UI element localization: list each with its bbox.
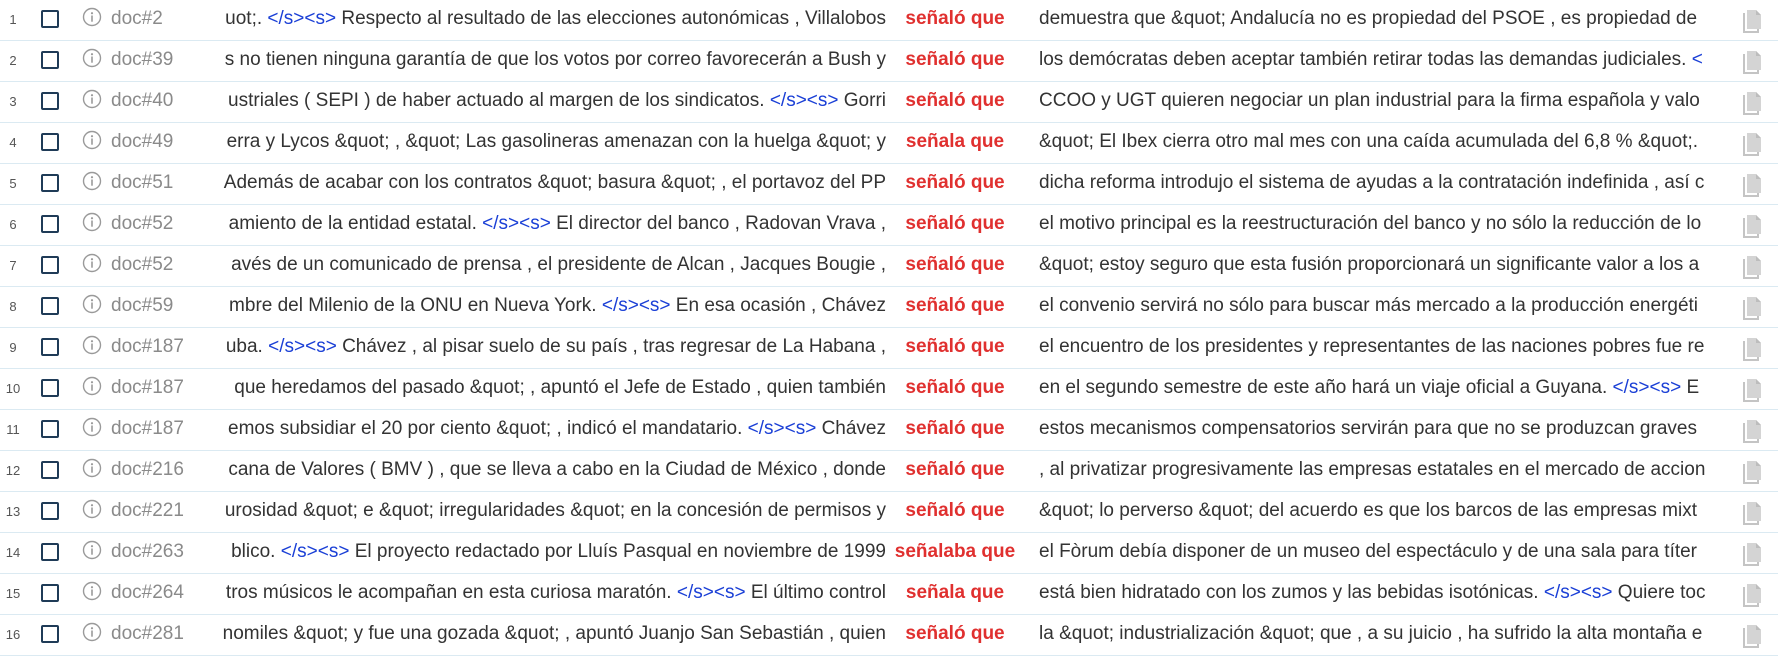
right-context	[1039, 82, 1733, 122]
doc-id[interactable]: doc#216	[111, 459, 184, 480]
keyword-match[interactable]: señaló que	[905, 8, 1005, 29]
context-text: los demócratas deben aceptar también retirar todas las demandas judiciales.	[1039, 49, 1692, 70]
doc-id[interactable]: doc#39	[111, 49, 174, 70]
copy-document-icon[interactable]	[1740, 377, 1764, 403]
left-context	[194, 123, 886, 163]
right-context	[1039, 123, 1733, 163]
context-text: que heredamos del pasado &quot; , apuntó el Jefe de Estado , quien también	[234, 377, 886, 398]
row-select-checkbox[interactable]	[41, 10, 59, 28]
row-number: 10	[5, 381, 21, 396]
copy-document-icon[interactable]	[1740, 295, 1764, 321]
right-context	[1039, 369, 1733, 409]
sentence-boundary-tag: </s><s>	[601, 295, 671, 316]
context-text: Chávez	[816, 418, 886, 439]
sentence-boundary-tag: </s><s>	[1543, 582, 1613, 603]
doc-id[interactable]: doc#52	[111, 254, 174, 275]
row-number: 1	[9, 12, 17, 27]
sentence-boundary-tag: </s><s>	[482, 213, 551, 234]
row-number: 12	[5, 463, 21, 478]
context-text: nomiles &quot; y fue una gozada &quot; , apuntó Juanjo San Sebastián , quien	[222, 623, 886, 644]
doc-id[interactable]: doc#49	[111, 131, 174, 152]
row-select-checkbox[interactable]	[41, 461, 59, 479]
concordance-row	[0, 287, 1778, 328]
info-circle-icon[interactable]	[82, 130, 102, 150]
row-select-checkbox[interactable]	[41, 584, 59, 602]
concordance-row	[0, 123, 1778, 164]
context-text: CCOO y UGT quieren negociar un plan industrial para la firma española y valo	[1039, 90, 1700, 111]
concordance-row	[0, 205, 1778, 246]
info-circle-icon[interactable]	[82, 622, 102, 642]
row-select-checkbox[interactable]	[41, 338, 59, 356]
doc-id[interactable]: doc#51	[111, 172, 174, 193]
doc-id[interactable]: doc#187	[111, 377, 184, 398]
sentence-boundary-tag: </s><s>	[676, 582, 746, 603]
row-number: 5	[9, 176, 17, 191]
concordance-row	[0, 82, 1778, 123]
context-text: ustriales ( SEPI ) de haber actuado al margen de los sindicatos.	[228, 90, 770, 111]
keyword-match[interactable]: señaló que	[905, 500, 1005, 521]
keyword-match[interactable]: señaló que	[905, 172, 1005, 193]
info-circle-icon[interactable]	[82, 253, 102, 273]
row-select-checkbox[interactable]	[41, 215, 59, 233]
context-text: amiento de la entidad estatal.	[228, 213, 483, 234]
concordance-row	[0, 41, 1778, 82]
info-circle-icon[interactable]	[82, 7, 102, 27]
context-text: uot;.	[225, 8, 268, 29]
right-context	[1039, 533, 1733, 573]
context-text: dicha reforma introdujo el sistema de ayudas a la contratación indefinida , así c	[1039, 172, 1705, 193]
sentence-boundary-tag: </s><s>	[268, 336, 337, 357]
row-select-checkbox[interactable]	[41, 625, 59, 643]
row-select-checkbox[interactable]	[41, 133, 59, 151]
concordance-row	[0, 328, 1778, 369]
doc-id[interactable]: doc#281	[111, 623, 184, 644]
concordance-row	[0, 492, 1778, 533]
doc-id[interactable]: doc#2	[111, 8, 163, 29]
doc-id[interactable]: doc#59	[111, 295, 174, 316]
keyword-match[interactable]: señaló que	[905, 213, 1005, 234]
doc-id[interactable]: doc#221	[111, 500, 184, 521]
left-context	[194, 533, 886, 573]
sentence-boundary-tag: </s><s>	[280, 541, 350, 562]
info-circle-icon[interactable]	[82, 540, 102, 560]
copy-document-icon[interactable]	[1740, 49, 1764, 75]
context-text: El director del banco , Radovan Vrava ,	[550, 213, 886, 234]
context-text: el encuentro de los presidentes y representantes de las naciones pobres fue re	[1039, 336, 1705, 357]
row-number: 9	[9, 340, 17, 355]
info-circle-icon[interactable]	[82, 48, 102, 68]
keyword-match[interactable]: señala que	[905, 131, 1005, 152]
context-text: emos subsidiar el 20 por ciento &quot; , indicó el mandatario.	[228, 418, 748, 439]
left-context	[194, 41, 886, 81]
context-text: el convenio servirá no sólo para buscar más mercado a la producción energéti	[1039, 295, 1699, 316]
context-text: cana de Valores ( BMV ) , que se lleva a cabo en la Ciudad de México , donde	[228, 459, 886, 480]
keyword-match[interactable]: señala que	[905, 582, 1005, 603]
row-number: 16	[5, 627, 21, 642]
left-context	[194, 369, 886, 409]
doc-id[interactable]: doc#264	[111, 582, 184, 603]
left-context	[194, 615, 886, 655]
concordance-row	[0, 246, 1778, 287]
row-number: 2	[9, 53, 17, 68]
context-text: la &quot; industrialización &quot; que , a su juicio , ha sufrido la alta montaña e	[1039, 623, 1703, 644]
row-select-checkbox[interactable]	[41, 51, 59, 69]
context-text: el motivo principal es la reestructuración del banco y no sólo la reducción de lo	[1039, 213, 1702, 234]
right-context	[1039, 205, 1733, 245]
context-text: E	[1681, 377, 1700, 398]
sentence-boundary-tag: </s><s>	[769, 90, 839, 111]
right-context	[1039, 246, 1733, 286]
copy-document-icon[interactable]	[1740, 500, 1764, 526]
context-text: en el segundo semestre de este año hará un viaje oficial a Guyana.	[1039, 377, 1613, 398]
context-text: &quot; lo perverso &quot; del acuerdo es que los barcos de las empresas mixt	[1039, 500, 1697, 521]
concordance-row	[0, 451, 1778, 492]
context-text: En esa ocasión , Chávez	[670, 295, 886, 316]
row-number: 7	[9, 258, 17, 273]
right-context	[1039, 287, 1733, 327]
row-number: 6	[9, 217, 17, 232]
right-context	[1039, 41, 1733, 81]
row-select-checkbox[interactable]	[41, 502, 59, 520]
left-context	[194, 0, 886, 40]
context-text: &quot; estoy seguro que esta fusión proporcionará un significante valor a los a	[1039, 254, 1700, 275]
keyword-match[interactable]: señaló que	[905, 336, 1005, 357]
concordance-row	[0, 615, 1778, 656]
context-text: mbre del Milenio de la ONU en Nueva York.	[229, 295, 602, 316]
copy-document-icon[interactable]	[1740, 90, 1764, 116]
context-text: el Fòrum debía disponer de un museo del espectáculo y de una sala para títer	[1039, 541, 1698, 562]
row-number: 8	[9, 299, 17, 314]
sentence-boundary-tag: </s><s>	[1612, 377, 1682, 398]
context-text: blico.	[231, 541, 281, 562]
context-text: avés de un comunicado de prensa , el presidente de Alcan , Jacques Bougie ,	[231, 254, 886, 275]
left-context	[194, 328, 886, 368]
row-select-checkbox[interactable]	[41, 256, 59, 274]
keyword-match[interactable]: señaló que	[905, 254, 1005, 275]
right-context	[1039, 615, 1733, 655]
context-text: Quiere toc	[1612, 582, 1706, 603]
copy-document-icon[interactable]	[1740, 418, 1764, 444]
row-select-checkbox[interactable]	[41, 174, 59, 192]
context-text: tros músicos le acompañan en esta curiosa maratón.	[225, 582, 677, 603]
keyword-match[interactable]: señaló que	[905, 459, 1005, 480]
right-context	[1039, 164, 1733, 204]
info-circle-icon[interactable]	[82, 458, 102, 478]
row-select-checkbox[interactable]	[41, 379, 59, 397]
right-context	[1039, 410, 1733, 450]
row-select-checkbox[interactable]	[41, 297, 59, 315]
copy-document-icon[interactable]	[1740, 172, 1764, 198]
row-select-checkbox[interactable]	[41, 543, 59, 561]
info-circle-icon[interactable]	[82, 294, 102, 314]
row-number: 11	[6, 422, 20, 437]
context-text: Además de acabar con los contratos &quot; basura &quot; , el portavoz del PP	[223, 172, 886, 193]
copy-document-icon[interactable]	[1740, 131, 1764, 157]
info-circle-icon[interactable]	[82, 335, 102, 355]
context-text: Chávez , al pisar suelo de su país , tras regresar de La Habana ,	[336, 336, 886, 357]
right-context	[1039, 0, 1733, 40]
keyword-match[interactable]: señaló que	[905, 90, 1005, 111]
left-context	[194, 574, 886, 614]
keyword-match[interactable]: señaló que	[905, 295, 1005, 316]
row-number: 14	[5, 545, 21, 560]
copy-document-icon[interactable]	[1740, 459, 1764, 485]
context-text: El último control	[745, 582, 886, 603]
context-text: uba.	[225, 336, 269, 357]
left-context	[194, 451, 886, 491]
right-context	[1039, 574, 1733, 614]
keyword-match[interactable]: señaló que	[905, 377, 1005, 398]
context-text: , al privatizar progresivamente las empresas estatales en el mercado de accion	[1039, 459, 1706, 480]
doc-id[interactable]: doc#187	[111, 336, 184, 357]
doc-id[interactable]: doc#52	[111, 213, 174, 234]
concordance-row	[0, 574, 1778, 615]
sentence-boundary-tag: </s><s>	[747, 418, 817, 439]
row-number: 15	[5, 586, 21, 601]
context-text: s no tienen ninguna garantía de que los votos por correo favorecerán a Bush y	[224, 49, 886, 70]
context-text: El proyecto redactado por Lluís Pasqual en noviembre de 1999	[349, 541, 886, 562]
concordance-row	[0, 369, 1778, 410]
context-text: erra y Lycos &quot; , &quot; Las gasolineras amenazan con la huelga &quot; y	[226, 131, 886, 152]
row-select-checkbox[interactable]	[41, 420, 59, 438]
info-circle-icon[interactable]	[82, 376, 102, 396]
copy-document-icon[interactable]	[1740, 582, 1764, 608]
concordance-row	[0, 0, 1778, 41]
sentence-boundary-tag: </s><s>	[267, 8, 337, 29]
context-text: estos mecanismos compensatorios servirán para que no se produzcan graves	[1039, 418, 1697, 439]
copy-document-icon[interactable]	[1740, 213, 1764, 239]
copy-document-icon[interactable]	[1740, 254, 1764, 280]
concordance-row	[0, 533, 1778, 574]
row-number: 4	[9, 135, 17, 150]
doc-id[interactable]: doc#40	[111, 90, 174, 111]
copy-document-icon[interactable]	[1740, 541, 1764, 567]
copy-document-icon[interactable]	[1740, 623, 1764, 649]
left-context	[194, 246, 886, 286]
info-circle-icon[interactable]	[82, 581, 102, 601]
info-circle-icon[interactable]	[82, 89, 102, 109]
row-select-checkbox[interactable]	[41, 92, 59, 110]
info-circle-icon[interactable]	[82, 212, 102, 232]
keyword-match[interactable]: señalaba que	[894, 541, 1016, 562]
left-context	[194, 287, 886, 327]
left-context	[194, 205, 886, 245]
left-context	[194, 410, 886, 450]
left-context	[194, 492, 886, 532]
keyword-match[interactable]: señaló que	[905, 418, 1005, 439]
right-context	[1039, 328, 1733, 368]
doc-id[interactable]: doc#263	[111, 541, 184, 562]
doc-id[interactable]: doc#187	[111, 418, 184, 439]
keyword-match[interactable]: señaló que	[905, 49, 1005, 70]
left-context	[194, 164, 886, 204]
context-text: Gorri	[838, 90, 886, 111]
info-circle-icon[interactable]	[82, 171, 102, 191]
concordance-row	[0, 164, 1778, 205]
keyword-match[interactable]: señaló que	[905, 623, 1005, 644]
right-context	[1039, 451, 1733, 491]
context-text: urosidad &quot; e &quot; irregularidades &quot; en la concesión de permisos y	[224, 500, 886, 521]
left-context	[194, 82, 886, 122]
context-text: demuestra que &quot; Andalucía no es propiedad del PSOE , es propiedad de	[1039, 8, 1698, 29]
info-circle-icon[interactable]	[82, 417, 102, 437]
copy-document-icon[interactable]	[1740, 336, 1764, 362]
row-number: 3	[9, 94, 17, 109]
sentence-boundary-tag: <	[1691, 49, 1703, 70]
right-context	[1039, 492, 1733, 532]
context-text: Respecto al resultado de las elecciones autonómicas , Villalobos	[336, 8, 886, 29]
info-circle-icon[interactable]	[82, 499, 102, 519]
concordance-row	[0, 410, 1778, 451]
context-text: &quot; El Ibex cierra otro mal mes con una caída acumulada del 6,8 % &quot;.	[1039, 131, 1699, 152]
context-text: está bien hidratado con los zumos y las bebidas isotónicas.	[1039, 582, 1544, 603]
row-number: 13	[5, 504, 21, 519]
copy-document-icon[interactable]	[1740, 8, 1764, 34]
